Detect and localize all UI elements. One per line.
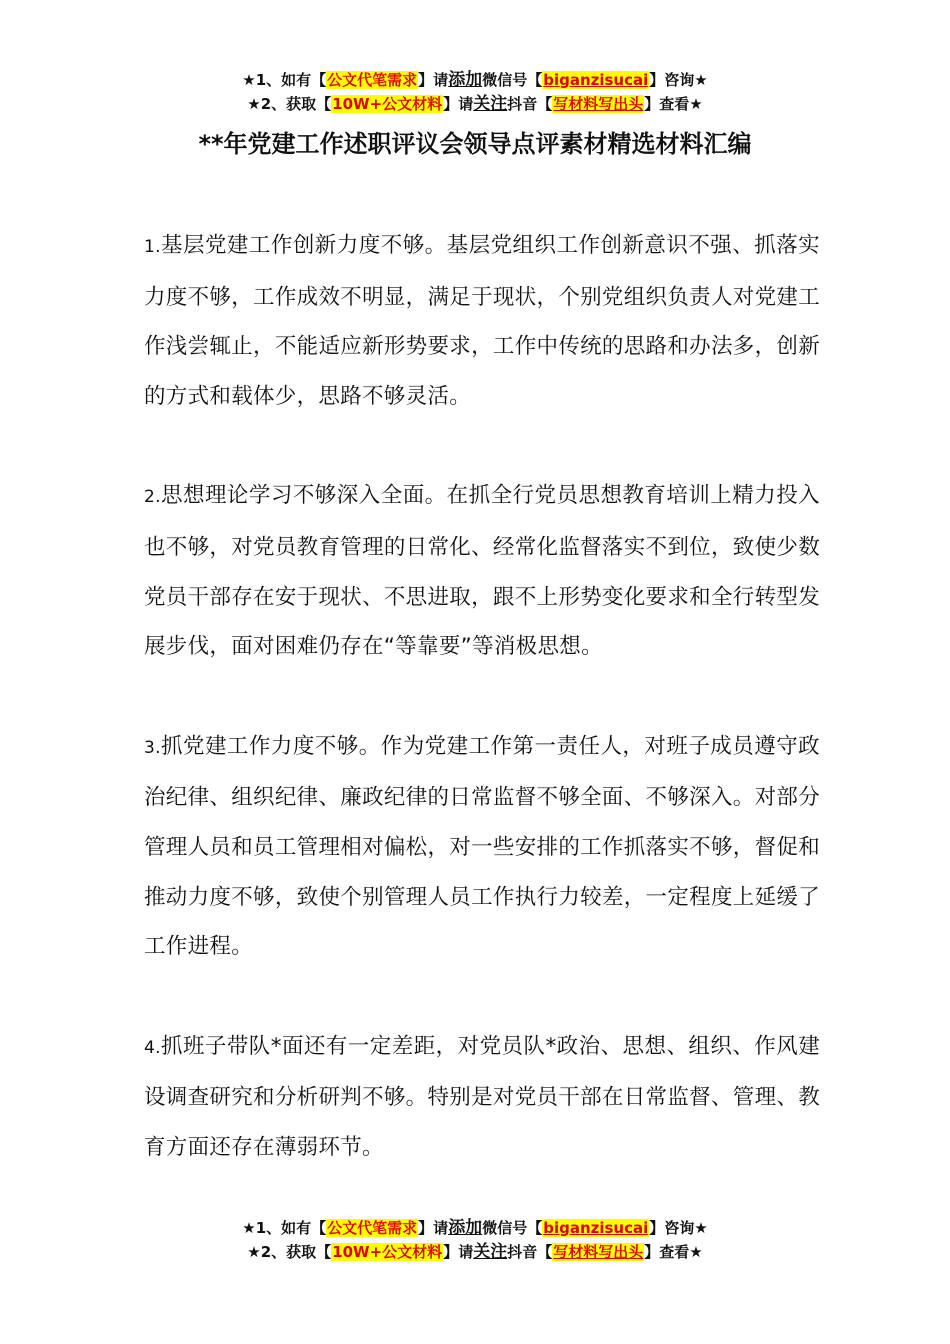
promo-text: 抖音【 <box>507 95 553 113</box>
promo-wechat-id: biganzisucai <box>543 1219 649 1237</box>
promo-text: ★2、获取【 <box>247 95 332 113</box>
promo-text: 微信号【 <box>482 71 543 89</box>
promo-highlight: 公文代笔需求 <box>327 1219 418 1237</box>
promo-highlight: 10W+公文材料 <box>332 95 443 113</box>
document-title: **年党建工作述职评议会领导点评素材精选材料汇编 <box>198 130 752 158</box>
promo-text: 】咨询★ <box>649 71 708 89</box>
promo-line-1 <box>0 68 950 92</box>
promo-text: 】咨询★ <box>649 1219 708 1237</box>
promo-text: 】请 <box>443 95 474 113</box>
paragraph-number: 4. <box>144 1037 161 1058</box>
promo-emphasis: 添加 <box>448 70 483 90</box>
promo-highlight: 10W+公文材料 <box>332 1243 443 1261</box>
paragraph-2 <box>144 471 820 672</box>
paragraph-text: 基层党建工作创新力度不够。基层党组织工作创新意识不强、抓落实力度不够，工作成效不明显，满足于现状，个别党组织负责人对党建工作浅尝辄止，不能适应新形势要求，工作中传统的思路和办法多，创新的方式和载体少，思路不够灵活。 <box>144 233 820 410</box>
promo-line-1 <box>0 1216 950 1240</box>
promo-douyin-id: 写材料写出头 <box>553 95 644 113</box>
footer-promo-banner <box>0 1216 950 1264</box>
promo-text: 】查看★ <box>644 1243 703 1261</box>
promo-text: 】请 <box>418 1219 449 1237</box>
promo-text: ★1、如有【 <box>242 71 327 89</box>
paragraph-3 <box>144 722 820 973</box>
paragraph-text: 思想理论学习不够深入全面。在抓全行党员思想教育培训上精力投入也不够，对党员教育管理的日常化、经常化监督落实不到位，致使少数党员干部存在安于现状、不思进取，跟不上形势变化要求和全行转型发展步伐，面对困难仍存在“等靠要”等消极思想。 <box>144 483 820 660</box>
promo-text: 微信号【 <box>482 1219 543 1237</box>
paragraph-1 <box>144 221 820 422</box>
promo-douyin-id: 写材料写出头 <box>553 1243 644 1261</box>
promo-text: 】请 <box>418 71 449 89</box>
document-body <box>144 221 820 1222</box>
promo-line-2 <box>0 92 950 116</box>
header-promo-banner <box>0 68 950 116</box>
promo-emphasis: 关注 <box>473 1242 508 1262</box>
paragraph-number: 3. <box>144 737 161 758</box>
promo-text: ★2、获取【 <box>247 1243 332 1261</box>
promo-emphasis: 添加 <box>448 1218 483 1238</box>
paragraph-number: 1. <box>144 237 161 257</box>
paragraph-text: 抓班子带队*面还有一定差距，对党员队*政治、思想、组织、作风建设调查研究和分析研判不够。特别是对党员干部在日常监督、管理、教育方面还存在薄弱环节。 <box>144 1033 820 1161</box>
promo-wechat-id: biganzisucai <box>543 71 649 89</box>
promo-line-2 <box>0 1240 950 1264</box>
promo-text: 】查看★ <box>644 95 703 113</box>
promo-highlight: 公文代笔需求 <box>327 71 418 89</box>
promo-text: 抖音【 <box>507 1243 553 1261</box>
paragraph-4 <box>144 1022 820 1173</box>
promo-text: ★1、如有【 <box>242 1219 327 1237</box>
promo-emphasis: 关注 <box>473 94 508 114</box>
paragraph-text: 抓党建工作力度不够。作为党建工作第一责任人，对班子成员遵守政治纪律、组织纪律、廉政纪律的日常监督不够全面、不够深入。对部分管理人员和员工管理相对偏松，对一些安排的工作抓落实不够，督促和推动力度不够，致使个别管理人员工作执行力较差，一定程度上延缓了工作进程。 <box>144 733 820 960</box>
paragraph-number: 2. <box>144 487 161 508</box>
promo-text: 】请 <box>443 1243 474 1261</box>
